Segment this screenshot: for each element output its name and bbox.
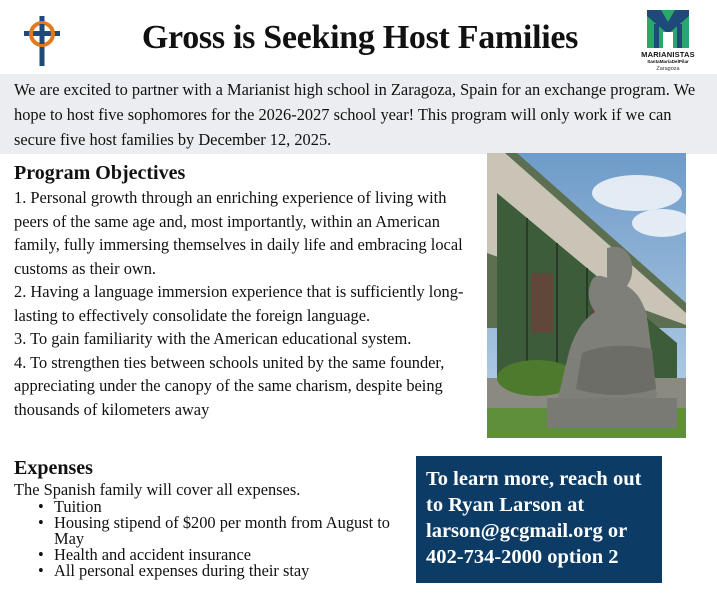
program-objectives-section xyxy=(14,160,476,421)
expense-item: • All personal expenses during their stay xyxy=(38,563,404,579)
objectives-list xyxy=(14,186,476,421)
objective-item: 1. Personal growth through an enriching experience of living with peers of the same age and, most importantly, within an American family, fully immersing themselves in daily life and embracing local customs as their own. xyxy=(14,188,463,278)
expense-item: • Tuition xyxy=(38,499,404,515)
expenses-heading: Expenses xyxy=(14,457,93,479)
logo-city: Zaragoza xyxy=(656,66,680,72)
expense-item: • Health and accident insurance xyxy=(38,547,404,563)
objectives-heading: Program Objectives xyxy=(14,162,186,184)
expenses-section xyxy=(14,455,404,579)
intro-paragraph: We are excited to partner with a Marianist high school in Zaragoza, Spain for an exchange program. We hope to host five sophomores for the 2026-2027 school year! This program will only work if we can secure five host families by December 12, 2025. xyxy=(0,74,717,154)
page-title: Gross is Seeking Host Families xyxy=(141,19,579,56)
logo-name: MARIANISTAS xyxy=(641,50,695,59)
marianistas-building-logo-icon xyxy=(647,10,689,48)
marianist-cross-logo-icon xyxy=(20,14,64,70)
expense-item: • Housing stipend of $200 per month from August to May xyxy=(38,515,404,547)
objective-item: 2. Having a language immersion experience that is sufficiently long-lasting to effectively consolidate the foreign language. xyxy=(14,282,464,325)
marianistas-logo xyxy=(640,10,696,73)
expenses-list xyxy=(14,499,404,579)
objective-item: 3. To gain familiarity with the American educational system. xyxy=(14,329,412,348)
contact-box: To learn more, reach out to Ryan Larson at larson@gcgmail.org or 402-734-2000 option 2 xyxy=(416,456,662,583)
objective-item: 4. To strengthen ties between schools united by the same founder, appreciating under the canopy of the same charism, despite being thousands of kilometers away xyxy=(14,352,445,419)
expenses-intro: The Spanish family will cover all expenses. xyxy=(14,480,301,499)
logo-subname: SantaMaríaDelPilar xyxy=(647,59,689,64)
church-statue-photo xyxy=(487,153,686,438)
